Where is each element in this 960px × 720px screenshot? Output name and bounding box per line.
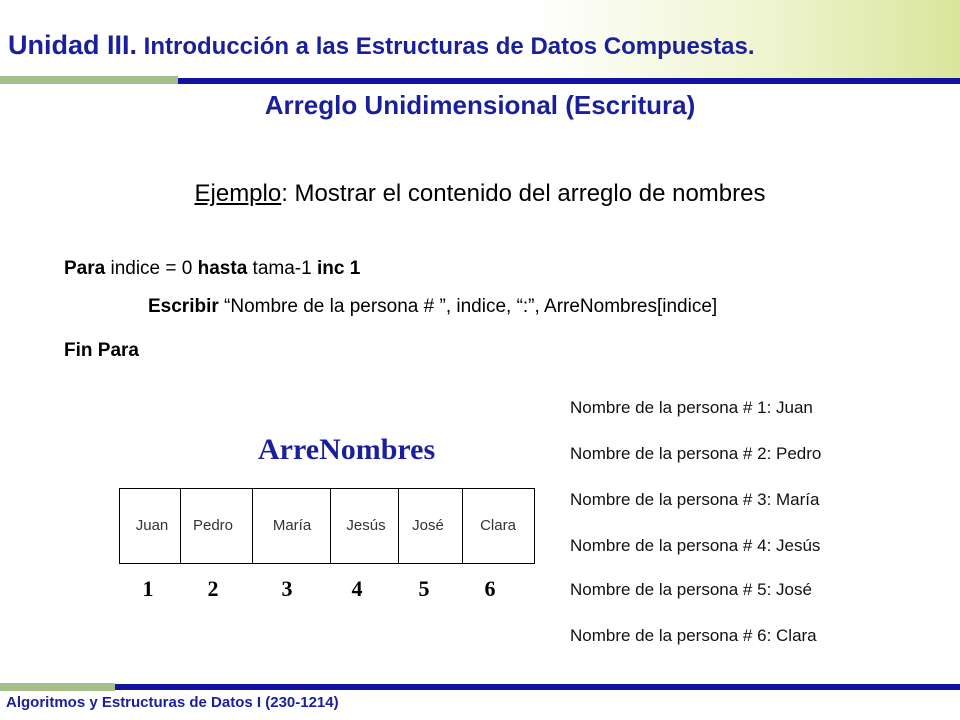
keyword-para: Para <box>64 258 106 279</box>
for-limit: tama-1 <box>247 258 317 279</box>
array-divider <box>330 488 331 564</box>
array-cell: Jesús <box>346 517 386 534</box>
array-name: ArreNombres <box>258 433 436 466</box>
pseudocode-line-end <box>64 340 139 362</box>
unit-title <box>8 30 755 61</box>
footer-course: Algoritmos y Estructuras de Datos I (230-1214) <box>6 694 339 711</box>
array-cell: José <box>412 517 444 534</box>
array-cell: Juan <box>135 517 169 534</box>
array-divider <box>462 488 463 564</box>
write-args: “Nombre de la persona # ”, indice, “:”, ArreNombres[indice] <box>218 296 718 317</box>
keyword-inc: inc 1 <box>316 258 361 279</box>
keyword-fin-para: Fin Para <box>64 340 139 361</box>
array-cell: Pedro <box>192 517 234 534</box>
keyword-escribir: Escribir <box>148 296 219 317</box>
output-line: Nombre de la persona # 6: Clara <box>570 626 817 645</box>
array-cell: María <box>272 517 312 534</box>
footer-green-bar <box>0 683 115 691</box>
footer-blue-bar <box>115 684 960 690</box>
array-cell: Clara <box>480 517 516 534</box>
output-line: Nombre de la persona # 5: José <box>570 580 812 599</box>
output-line: Nombre de la persona # 1: Juan <box>570 398 813 417</box>
array-divider <box>398 488 399 564</box>
example-statement <box>0 180 960 208</box>
array-index: 1 <box>142 576 154 601</box>
array-index: 4 <box>351 576 363 601</box>
for-init: indice = 0 <box>105 258 198 279</box>
pseudocode-line-for <box>64 258 360 280</box>
output-line: Nombre de la persona # 3: María <box>570 490 820 509</box>
keyword-hasta: hasta <box>197 258 248 279</box>
slide-title: Arreglo Unidimensional (Escritura) <box>264 90 696 120</box>
array-index: 3 <box>281 576 293 601</box>
pseudocode-line-write <box>148 296 717 318</box>
array-divider <box>252 488 253 564</box>
array-index: 5 <box>418 576 430 601</box>
array-divider <box>180 488 181 564</box>
example-text: : Mostrar el contenido del arreglo de nombres <box>281 180 766 207</box>
example-label: Ejemplo <box>194 180 282 207</box>
output-line: Nombre de la persona # 2: Pedro <box>570 444 822 463</box>
unit-title-sub: Introducción a las Estructuras de Datos Compuestas. <box>137 33 755 60</box>
output-line: Nombre de la persona # 4: Jesús <box>570 536 821 555</box>
header-blue-bar <box>178 78 960 84</box>
array-index: 2 <box>207 576 219 601</box>
unit-title-main: Unidad III. <box>8 30 138 60</box>
header-green-bar <box>0 76 178 84</box>
array-index: 6 <box>484 576 496 601</box>
